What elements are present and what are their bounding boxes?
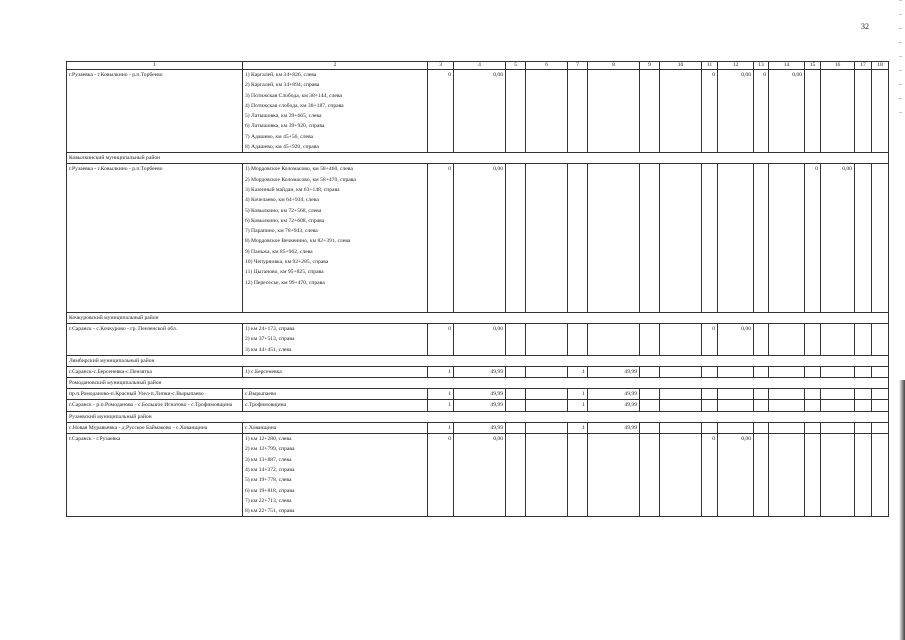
value-col-15 xyxy=(805,400,821,411)
col-header: 10 xyxy=(660,62,702,70)
column-number-row xyxy=(67,62,889,70)
value-col-8 xyxy=(588,70,640,153)
value-col-14 xyxy=(769,366,805,377)
value-col-11 xyxy=(702,422,718,433)
empty-cell xyxy=(640,70,660,153)
empty-cell xyxy=(526,323,568,355)
value-col-4: 49,99 xyxy=(454,389,506,400)
empty-cell xyxy=(506,366,526,377)
value-col-15 xyxy=(805,389,821,400)
value-col-7: 1 xyxy=(568,400,588,411)
value-col-3: 0 xyxy=(428,164,454,313)
value-col-7: 1 xyxy=(568,389,588,400)
value-col-11: 0 xyxy=(702,323,718,355)
stops-cell xyxy=(243,434,428,517)
empty-cell xyxy=(855,323,872,355)
stops-cell xyxy=(243,323,428,355)
value-col-3: 0 xyxy=(428,323,454,355)
value-col-7 xyxy=(568,434,588,517)
scan-edge-shadow xyxy=(899,380,905,640)
value-col-13: 0 xyxy=(754,70,769,153)
route-row xyxy=(67,400,889,411)
value-col-8: 49,99 xyxy=(588,389,640,400)
value-col-14 xyxy=(769,434,805,517)
value-col-7 xyxy=(568,164,588,313)
value-col-14 xyxy=(769,389,805,400)
value-col-13 xyxy=(754,400,769,411)
col-header: 17 xyxy=(855,62,872,70)
empty-cell xyxy=(526,434,568,517)
route-name: г.Саранск-с.Берсеневка-с.Пензятка xyxy=(67,366,243,377)
empty-cell xyxy=(872,434,889,517)
stop-item: 5) Латышовка, км 39+665, слева xyxy=(245,113,322,120)
empty-cell xyxy=(526,389,568,400)
empty-cell xyxy=(506,400,526,411)
value-col-3: 0 xyxy=(428,70,454,153)
district-name: Рузаевский муниципальный район xyxy=(67,411,889,422)
empty-cell xyxy=(526,164,568,313)
empty-cell xyxy=(872,323,889,355)
stop-item: 3) Казенный майдан, км 63+148, справа xyxy=(245,186,340,193)
col-header: 13 xyxy=(754,62,769,70)
empty-cell xyxy=(872,389,889,400)
value-col-4: 0,00 xyxy=(454,164,506,313)
stops-cell xyxy=(243,400,428,411)
route-row xyxy=(67,164,889,313)
empty-cell xyxy=(855,70,872,153)
col-header: 8 xyxy=(588,62,640,70)
route-name: г.Рузаевка - г.Ковылкино - р.п.Торбеево xyxy=(67,164,243,313)
stops-cell xyxy=(243,164,428,313)
empty-cell xyxy=(506,422,526,433)
empty-cell xyxy=(660,323,702,355)
value-col-12: 0,00 xyxy=(718,434,754,517)
value-col-12 xyxy=(718,164,754,313)
empty-cell xyxy=(872,366,889,377)
stop-item: 2) Мордовское Коломасово, км 58+470, справа xyxy=(245,176,356,183)
col-header: 6 xyxy=(526,62,568,70)
value-col-16 xyxy=(821,323,855,355)
route-name: г.Рузаевка - г.Ковылкино - р.п.Торбеево xyxy=(67,70,243,153)
empty-cell xyxy=(872,422,889,433)
value-col-7: 1 xyxy=(568,366,588,377)
district-section-row xyxy=(67,411,889,422)
col-header: 1 xyxy=(67,62,243,70)
value-col-3: 1 xyxy=(428,400,454,411)
value-col-8: 49,99 xyxy=(588,422,640,433)
empty-cell xyxy=(855,366,872,377)
stop-item: 8) Мордовское Вечкенино, км 82+391, слева xyxy=(245,238,351,245)
stops-cell xyxy=(243,366,428,377)
stop-item: 6) км 19+818, справа xyxy=(245,487,295,494)
col-header: 14 xyxy=(769,62,805,70)
route-row xyxy=(67,389,889,400)
value-col-13 xyxy=(754,434,769,517)
value-col-7 xyxy=(568,70,588,153)
stop-item: с.Хованщина xyxy=(245,424,277,431)
value-col-14 xyxy=(769,400,805,411)
empty-cell xyxy=(660,389,702,400)
empty-cell xyxy=(640,389,660,400)
value-col-3: 1 xyxy=(428,366,454,377)
page-number: 32 xyxy=(861,22,869,31)
col-header: 12 xyxy=(718,62,754,70)
stops-cell xyxy=(243,389,428,400)
value-col-16 xyxy=(821,400,855,411)
value-col-12 xyxy=(718,422,754,433)
value-col-12 xyxy=(718,389,754,400)
stop-item: 1) км 12+280, слева xyxy=(245,436,292,443)
value-col-13 xyxy=(754,366,769,377)
value-col-7 xyxy=(568,323,588,355)
value-col-15 xyxy=(805,366,821,377)
value-col-4: 0,00 xyxy=(454,434,506,517)
value-col-14 xyxy=(769,164,805,313)
stop-item: 9) Паньжа, км 85+962, слева xyxy=(245,248,313,255)
value-col-16 xyxy=(821,366,855,377)
district-name: Ромодановский муниципальный район xyxy=(67,378,889,389)
stop-item: 12) Пересесье, км 99+470, справа xyxy=(245,279,325,286)
route-name: пр.п.Ромоданово-п.Красный Узел-п.Липки-с.Вырыпаево xyxy=(67,389,243,400)
col-header: 16 xyxy=(821,62,855,70)
value-col-16: 0,00 xyxy=(821,164,855,313)
value-col-7: 1 xyxy=(568,422,588,433)
stop-item: 1) Мордовское Коломасово, км 58+460, слева xyxy=(245,166,353,173)
empty-cell xyxy=(526,366,568,377)
value-col-12: 0,00 xyxy=(718,323,754,355)
stop-item: 11) Цыганово, км 95+825, справа xyxy=(245,269,324,276)
stop-item: 10) Чепурновка, км 92+285, справа xyxy=(245,259,329,266)
value-col-8 xyxy=(588,164,640,313)
district-name: Ковылкинский муниципальный район xyxy=(67,153,889,164)
transport-table xyxy=(66,61,889,517)
empty-cell xyxy=(506,434,526,517)
col-header: 11 xyxy=(702,62,718,70)
stop-item: 6) Ковылкино, км 72+608, справа xyxy=(245,217,325,224)
empty-cell xyxy=(526,422,568,433)
value-col-16 xyxy=(821,389,855,400)
value-col-11: 0 xyxy=(702,70,718,153)
route-name: г.Саранск - г.Рузаевка xyxy=(67,434,243,517)
empty-cell xyxy=(640,366,660,377)
route-row xyxy=(67,434,889,517)
stop-item: 8) км 22+751, справа xyxy=(245,508,295,515)
stop-item: 3) км 13+887, слева xyxy=(245,456,292,463)
empty-cell xyxy=(506,70,526,153)
value-col-12: 0,00 xyxy=(718,70,754,153)
value-col-3: 1 xyxy=(428,389,454,400)
stop-item: 5) км 19+778, слева xyxy=(245,477,292,484)
col-header: 7 xyxy=(568,62,588,70)
empty-cell xyxy=(660,70,702,153)
empty-cell xyxy=(660,400,702,411)
stops-cell xyxy=(243,422,428,433)
col-header: 4 xyxy=(454,62,506,70)
route-name: с.Новая Муравьевка - д.Русское Баймаково - с.Хованщина xyxy=(67,422,243,433)
value-col-12 xyxy=(718,400,754,411)
empty-cell xyxy=(526,70,568,153)
stop-item: 2) км 37+513, справа xyxy=(245,336,295,343)
value-col-8: 49,99 xyxy=(588,400,640,411)
stop-item: 1) с.Берсеневка xyxy=(245,368,282,375)
value-col-4: 49,99 xyxy=(454,400,506,411)
empty-cell xyxy=(640,164,660,313)
value-col-13 xyxy=(754,422,769,433)
value-col-11: 0 xyxy=(702,434,718,517)
district-section-row xyxy=(67,312,889,323)
value-col-11 xyxy=(702,366,718,377)
empty-cell xyxy=(855,400,872,411)
col-header: 18 xyxy=(872,62,889,70)
stop-item: 3) Потижская Слобода, км 38+144, слева xyxy=(245,92,342,99)
stop-item: 7) Адашево, км 45+56, слева xyxy=(245,133,314,140)
value-col-4: 49,99 xyxy=(454,366,506,377)
empty-cell xyxy=(506,164,526,313)
col-header: 2 xyxy=(243,62,428,70)
stops-cell xyxy=(243,70,428,153)
route-row xyxy=(67,366,889,377)
empty-cell xyxy=(640,323,660,355)
value-col-11 xyxy=(702,164,718,313)
value-col-16 xyxy=(821,434,855,517)
value-col-15: 0 xyxy=(805,164,821,313)
value-col-4: 0,00 xyxy=(454,323,506,355)
district-name: Лямбирский муниципальный район xyxy=(67,355,889,366)
value-col-15 xyxy=(805,70,821,153)
stop-item: 3) км 44+451, слева xyxy=(245,346,292,353)
stop-item: 4) Кочелаево, км 64+934, слева xyxy=(245,197,319,204)
empty-cell xyxy=(872,164,889,313)
value-col-4: 49,99 xyxy=(454,422,506,433)
empty-cell xyxy=(872,70,889,153)
stop-item: 7) Парапино, км 78+943, слева xyxy=(245,228,318,235)
stop-item: с.Вырыпаево xyxy=(245,391,277,398)
value-col-14 xyxy=(769,323,805,355)
value-col-16 xyxy=(821,70,855,153)
value-col-13 xyxy=(754,323,769,355)
district-name: Кочкуровский муниципальный район xyxy=(67,312,889,323)
stop-item: 2) Каргалей, км 34+894, справа xyxy=(245,82,320,89)
value-col-15 xyxy=(805,422,821,433)
value-col-13 xyxy=(754,164,769,313)
value-col-3: 0 xyxy=(428,434,454,517)
stop-item: с.Трофимовщина xyxy=(245,402,287,409)
value-col-14 xyxy=(769,422,805,433)
stop-item: 5) Ковылкино, км 72+568, слева xyxy=(245,207,322,214)
value-col-3: 1 xyxy=(428,422,454,433)
stop-item: 6) Латышовка, км 39+920, справа xyxy=(245,123,325,130)
district-section-row xyxy=(67,153,889,164)
stop-item: 4) Потижская слобода, км 38+187, справа xyxy=(245,102,344,109)
stop-item: 2) км 12+799, справа xyxy=(245,446,295,453)
empty-cell xyxy=(660,366,702,377)
empty-cell xyxy=(640,422,660,433)
stop-item: 1) км 24+173, справа xyxy=(245,325,295,332)
empty-cell xyxy=(660,434,702,517)
empty-cell xyxy=(640,434,660,517)
col-header: 9 xyxy=(640,62,660,70)
empty-cell xyxy=(855,389,872,400)
empty-cell xyxy=(855,164,872,313)
value-col-15 xyxy=(805,323,821,355)
district-section-row xyxy=(67,378,889,389)
col-header: 15 xyxy=(805,62,821,70)
empty-cell xyxy=(506,389,526,400)
value-col-16 xyxy=(821,422,855,433)
col-header: 5 xyxy=(506,62,526,70)
scan-noise xyxy=(899,0,902,120)
empty-cell xyxy=(506,323,526,355)
value-col-8: 49,99 xyxy=(588,366,640,377)
value-col-12 xyxy=(718,366,754,377)
value-col-4: 0,00 xyxy=(454,70,506,153)
col-header: 3 xyxy=(428,62,454,70)
stop-item: 1) Каргалей, км 34+826, слева xyxy=(245,72,317,78)
empty-cell xyxy=(526,400,568,411)
stop-item: 4) км 14+372, справа xyxy=(245,466,295,473)
empty-cell xyxy=(660,422,702,433)
value-col-11 xyxy=(702,400,718,411)
stop-item: 7) км 22+713, слева xyxy=(245,497,292,504)
value-col-13 xyxy=(754,389,769,400)
route-row xyxy=(67,70,889,153)
route-name: г.Саранск - р.п.Ромоданово - с.Большое Игнатово - с.Трофимовщина xyxy=(67,400,243,411)
value-col-8 xyxy=(588,434,640,517)
value-col-8 xyxy=(588,323,640,355)
route-row xyxy=(67,323,889,355)
value-col-14: 0,00 xyxy=(769,70,805,153)
value-col-15 xyxy=(805,434,821,517)
empty-cell xyxy=(855,422,872,433)
value-col-11 xyxy=(702,389,718,400)
empty-cell xyxy=(855,434,872,517)
stop-item: 8) Адашево, км 45+920, справа xyxy=(245,144,319,151)
route-name: г.Саранск - с.Кочкурово - гр. Пензенской обл. xyxy=(67,323,243,355)
route-row xyxy=(67,422,889,433)
empty-cell xyxy=(660,164,702,313)
district-section-row xyxy=(67,355,889,366)
empty-cell xyxy=(872,400,889,411)
empty-cell xyxy=(640,400,660,411)
